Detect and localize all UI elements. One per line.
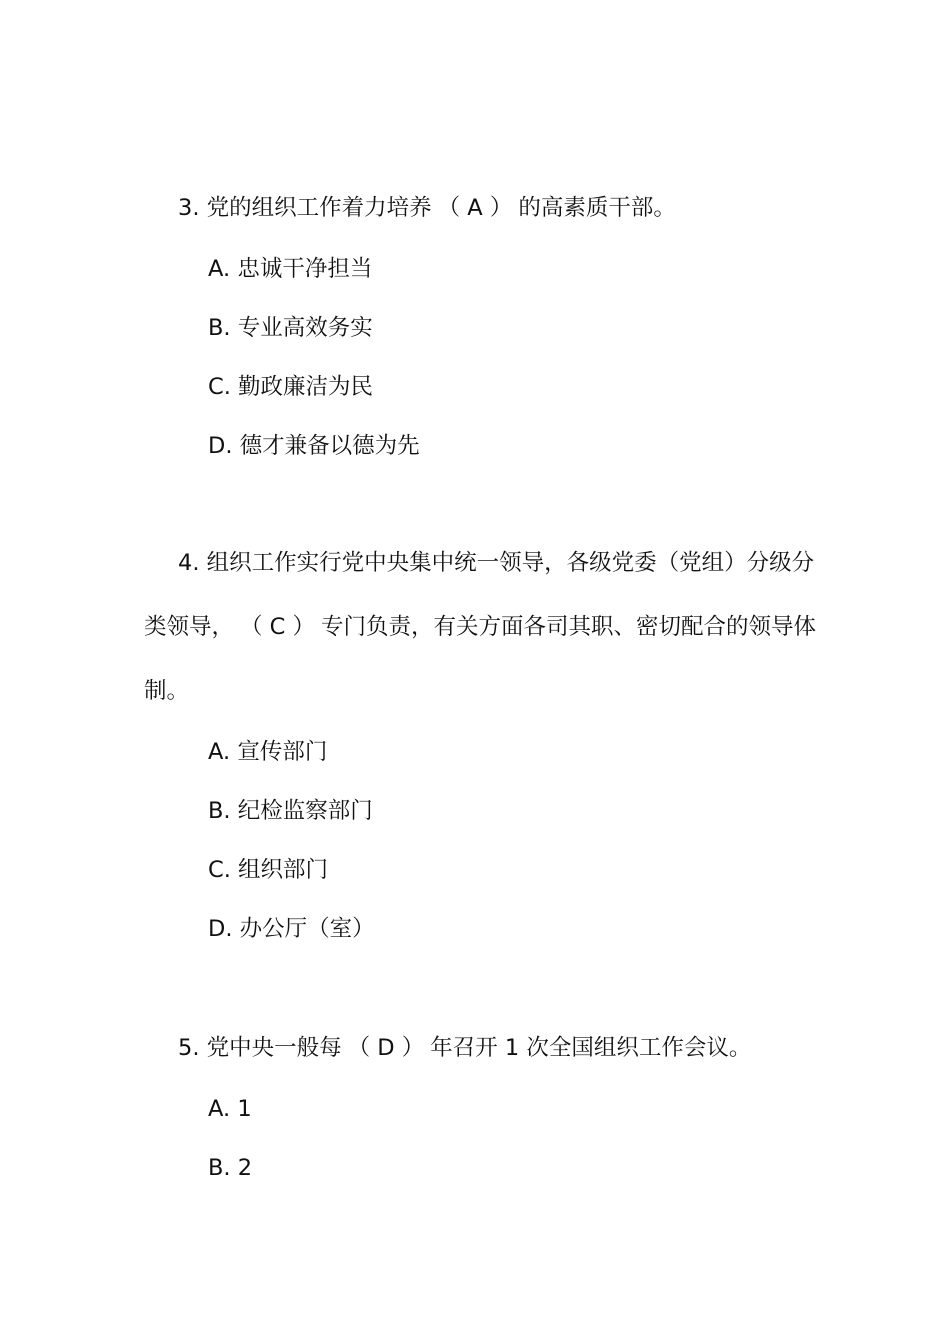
option-b (144, 782, 824, 841)
option-letter: C. (208, 374, 231, 400)
option-letter: A. (208, 1096, 231, 1122)
question-stem (144, 531, 824, 723)
question-stem (144, 1016, 824, 1080)
answer-blank: （ C ） (240, 614, 316, 640)
option-text: 宣传部门 (237, 739, 328, 765)
option-c (144, 841, 824, 900)
option-b (144, 1139, 824, 1198)
option-text: 勤政廉洁为民 (238, 374, 374, 400)
question-stem (144, 176, 824, 240)
option-a (144, 723, 824, 782)
options-list (144, 1080, 824, 1198)
option-d (144, 417, 824, 476)
stem-text-after: 年召开 1 次全国组织工作会议。 (430, 1035, 752, 1061)
option-a (144, 1080, 824, 1139)
option-b (144, 299, 824, 358)
options-list (144, 723, 824, 959)
stem-text-after: 专门负责，有关方面各司其职、密切配合的领导体制。 (144, 614, 817, 704)
stem-text-after: 的高素质干部。 (518, 195, 676, 221)
question-3 (144, 176, 824, 476)
option-letter: D. (208, 916, 233, 942)
option-text: 办公厅（室） (239, 916, 375, 942)
option-letter: D. (208, 433, 233, 459)
stem-text-before: 党中央一般每 (206, 1035, 342, 1061)
option-text: 专业高效务实 (237, 315, 373, 341)
option-letter: A. (208, 739, 231, 765)
option-c (144, 358, 824, 417)
stem-text-before: 组织工作实行党中央集中统一领导，各级党委（党组）分级分类领导， (144, 550, 815, 640)
option-letter: B. (208, 315, 231, 341)
option-letter: A. (208, 256, 231, 282)
option-letter: C. (208, 857, 231, 883)
option-letter: B. (208, 1155, 231, 1181)
option-d (144, 900, 824, 959)
options-list (144, 240, 824, 476)
answer-blank: （ A ） (437, 195, 513, 221)
question-number: 3. (178, 195, 200, 221)
option-text: 纪检监察部门 (237, 798, 373, 824)
option-text: 2 (237, 1155, 253, 1181)
question-number: 5. (178, 1035, 200, 1061)
question-number: 4. (178, 550, 200, 576)
option-letter: B. (208, 798, 231, 824)
question-5 (144, 1016, 824, 1198)
option-text: 德才兼备以德为先 (239, 433, 420, 459)
option-text: 组织部门 (238, 857, 329, 883)
option-a (144, 240, 824, 299)
question-4 (144, 531, 824, 959)
option-text: 1 (237, 1096, 252, 1122)
answer-blank: （ D ） (347, 1035, 425, 1061)
option-text: 忠诚干净担当 (237, 256, 373, 282)
stem-text-before: 党的组织工作着力培养 (206, 195, 432, 221)
